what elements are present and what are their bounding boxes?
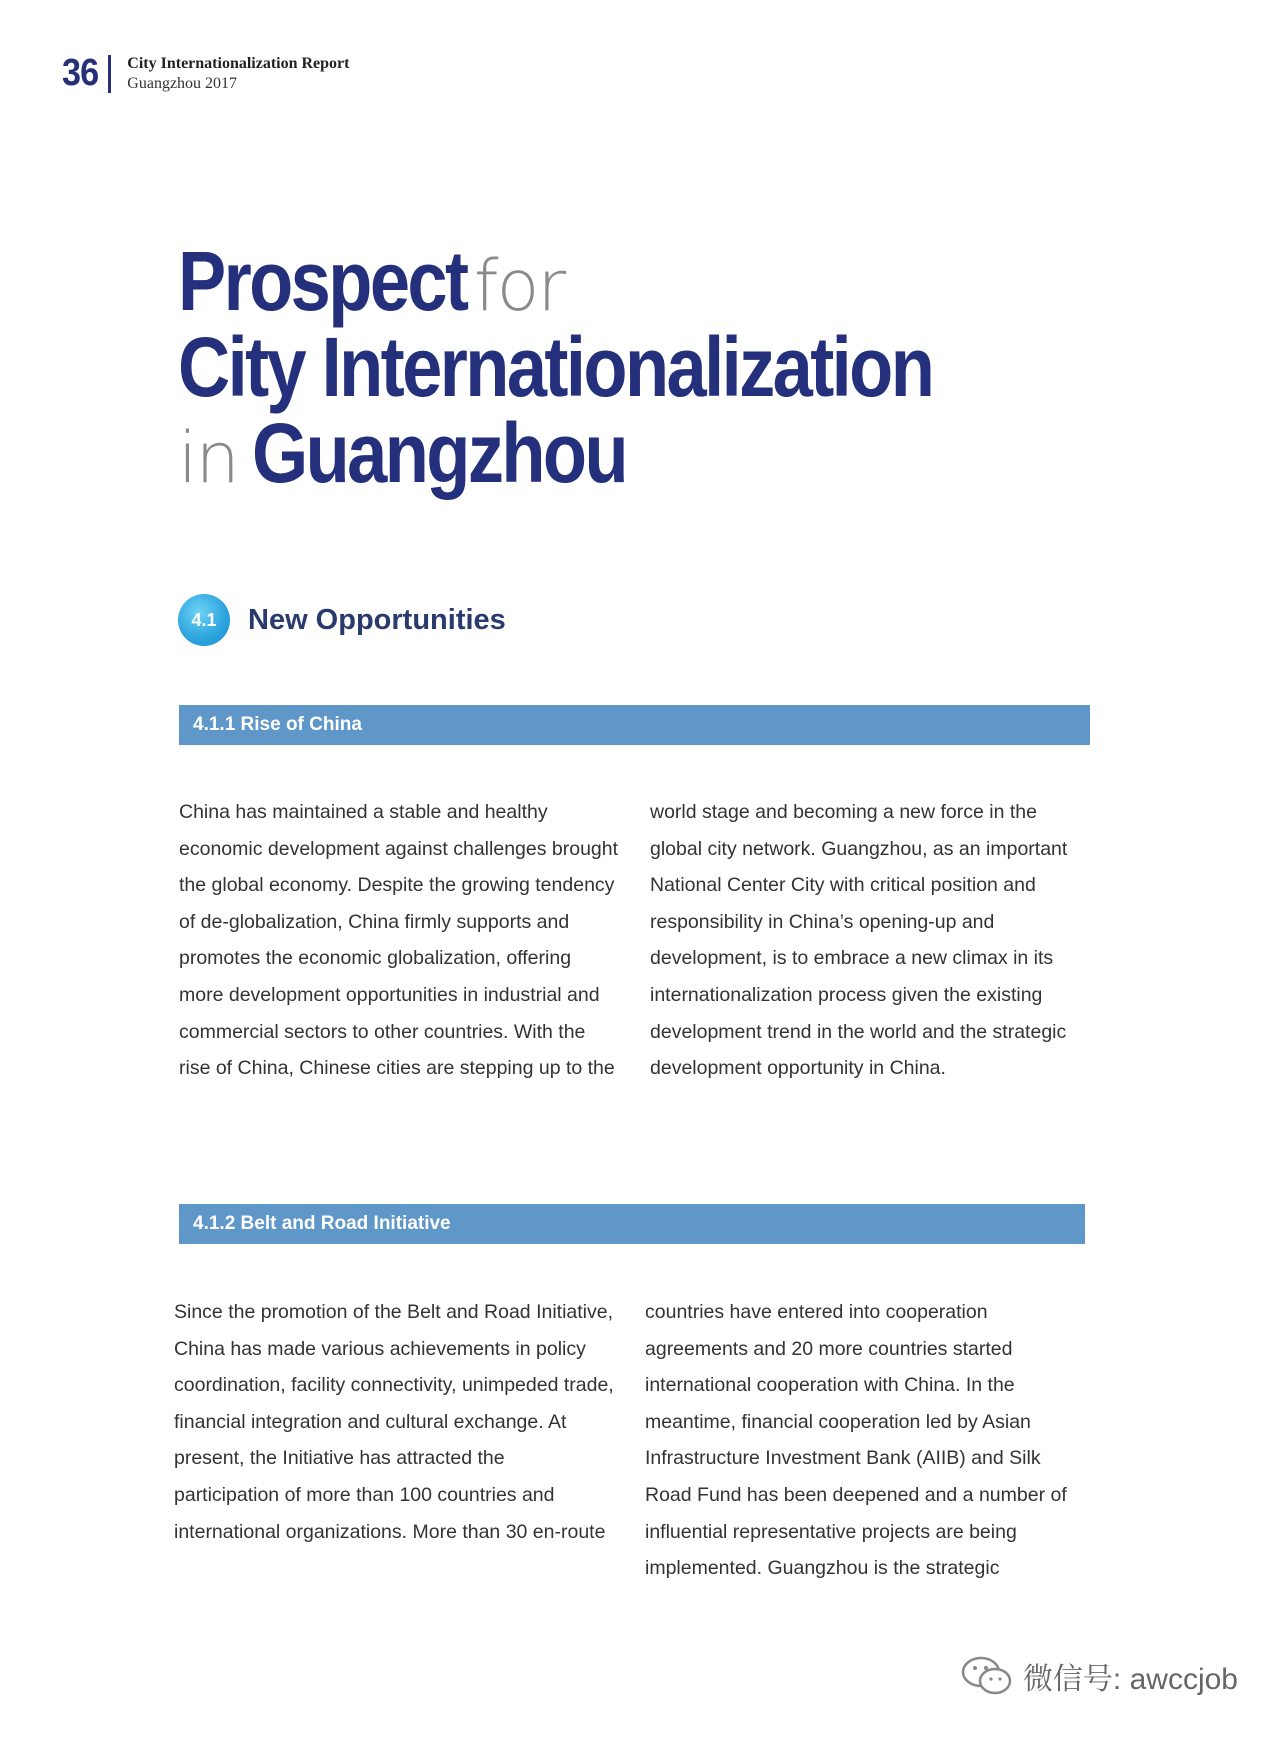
header-text xyxy=(127,54,349,94)
report-title: City Internationalization Report xyxy=(127,54,350,72)
title-word-for: for xyxy=(473,245,565,327)
title-word-prospect: Prospect xyxy=(178,234,467,328)
watermark xyxy=(959,1654,1238,1698)
title-line-3 xyxy=(178,406,1055,500)
paragraph-rise-of-china-left: China has maintained a stable and healthy economic development against challenges brought the global economy. Despite the growing tendency of de-globalization, China firmly supports and promotes the economic globalization, offering more development opportunities in industrial and commercial sectors to other countries. With the rise of China, Chinese cities are stepping up to the xyxy=(179,801,619,1080)
header-divider xyxy=(108,55,111,93)
paragraph-belt-and-road-left: Since the promotion of the Belt and Road Initiative, China has made various achievements in policy coordination, facility connectivity, unimpeded trade, financial integration and cultural exchange. At present, the Initiative has attracted the participation of more than 100 countries and international organizations. More than 30 en-route xyxy=(174,1301,614,1543)
paragraph-belt-and-road-right: countries have entered into cooperation agreements and 20 more countries started international cooperation with China. In the meantime, financial cooperation led by Asian Infrastructure Investment Bank (AIIB) and Silk Road Fund has been deepened and a number of influential representative projects are being implemented. Guangzhou is the strategic xyxy=(645,1301,1067,1580)
section-title: New Opportunities xyxy=(248,603,506,636)
page-number: 36 xyxy=(62,52,99,94)
chapter-title xyxy=(178,234,1055,500)
title-line-1 xyxy=(178,234,1055,328)
title-line-2 xyxy=(178,320,1055,414)
title-word-in: in xyxy=(178,417,238,499)
page-header xyxy=(62,52,349,95)
title-word-guangzhou: Guangzhou xyxy=(251,406,626,500)
title-city-internationalization: City Internationalization xyxy=(178,320,933,414)
subsection-bar-rise-of-china: 4.1.1 Rise of China xyxy=(179,705,1090,745)
report-subtitle: Guangzhou 2017 xyxy=(127,74,238,92)
section-heading xyxy=(178,594,506,646)
section-number-badge: 4.1 xyxy=(178,594,230,646)
watermark-text: 微信号: awccjob xyxy=(1022,1663,1238,1696)
subsection-bar-belt-and-road: 4.1.2 Belt and Road Initiative xyxy=(179,1204,1085,1244)
wechat-icon xyxy=(959,1654,1015,1698)
paragraph-rise-of-china-right: world stage and becoming a new force in the global city network. Guangzhou, as an important National Center City with critical position and responsibility in China’s opening-up and development, is to embrace a new climax in its internationalization process given the existing development trend in the world and the strategic development opportunity in China. xyxy=(650,801,1068,1080)
